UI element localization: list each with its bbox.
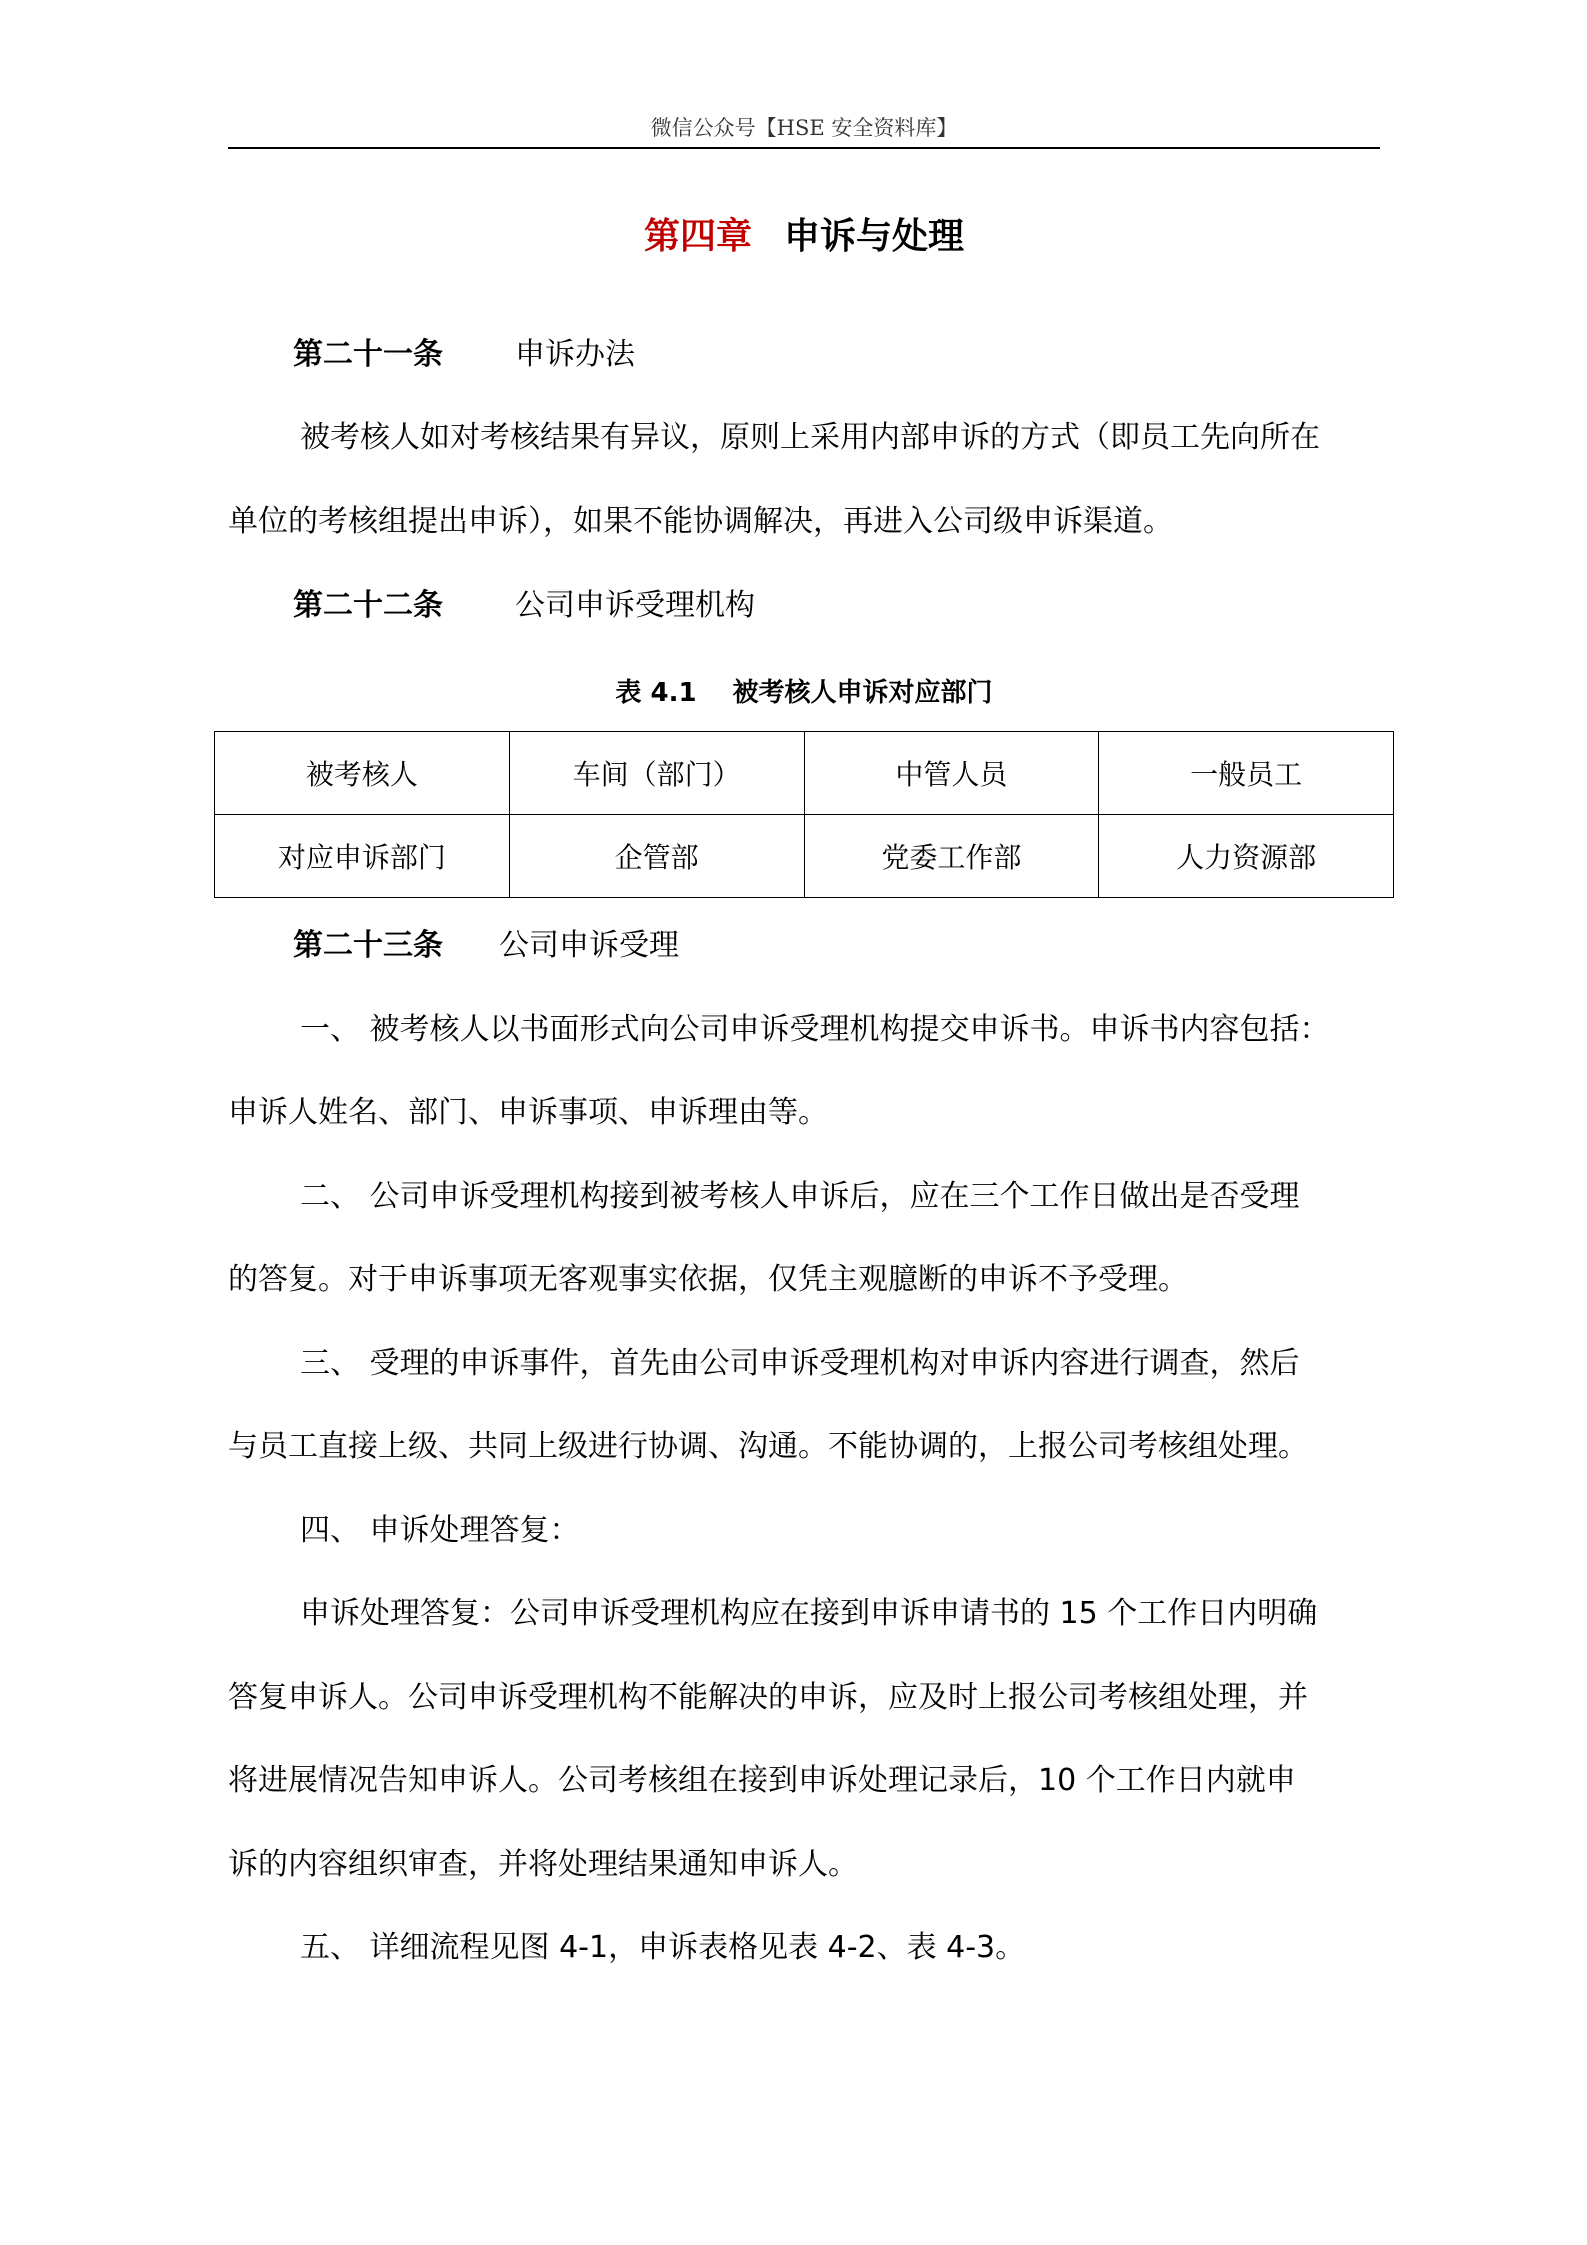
chapter-heading	[228, 208, 1380, 259]
article-23-label: 第二十三条	[293, 928, 443, 963]
page-header: 微信公众号【HSE 安全资料库】	[650, 116, 958, 140]
table-caption	[228, 672, 1380, 709]
table-cell: 人力资源部	[1099, 815, 1394, 898]
header-rule	[228, 147, 1380, 149]
article-23-line-4: 的答复。对于申诉事项无客观事实依据，仅凭主观臆断的申诉不予受理。	[228, 1262, 1188, 1297]
article-23-heading	[293, 926, 1445, 966]
table-cell: 对应申诉部门	[215, 815, 510, 898]
chapter-number: 第四章	[643, 216, 752, 257]
table-cell: 党委工作部	[804, 815, 1099, 898]
article-23-line-6: 与员工直接上级、共同上级进行协调、沟通。不能协调的，上报公司考核组处理。	[228, 1429, 1308, 1464]
article-23-line-2: 申诉人姓名、部门、申诉事项、申诉理由等。	[228, 1095, 828, 1130]
article-21-heading	[293, 335, 1445, 375]
article-21-para-line-2: 单位的考核组提出申诉），如果不能协调解决，再进入公司级申诉渠道。	[228, 504, 1173, 539]
article-22-label: 第二十二条	[293, 588, 443, 623]
table-cell: 企管部	[509, 815, 804, 898]
table-cell: 被考核人	[215, 732, 510, 815]
article-23-line-9: 答复申诉人。公司申诉受理机构不能解决的申诉，应及时上报公司考核组处理，并	[228, 1680, 1308, 1715]
table-caption-title: 被考核人申诉对应部门	[732, 678, 993, 708]
article-23-line-8: 申诉处理答复：公司申诉受理机构应在接到申诉申请书的 15 个工作日内明确	[300, 1596, 1318, 1631]
table-row	[215, 732, 1394, 815]
table-row	[215, 815, 1394, 898]
table-cell: 车间（部门）	[509, 732, 804, 815]
article-23-line-11: 诉的内容组织审查，并将处理结果通知申诉人。	[228, 1847, 858, 1882]
article-22-title: 公司申诉受理机构	[515, 588, 755, 623]
article-23-line-7: 四、 申诉处理答复：	[300, 1513, 580, 1548]
article-23-line-12: 五、 详细流程见图 4-1，申诉表格见表 4-2、表 4-3。	[300, 1930, 1026, 1965]
article-23-line-3: 二、 公司申诉受理机构接到被考核人申诉后，应在三个工作日做出是否受理	[300, 1179, 1300, 1214]
article-23-title: 公司申诉受理	[499, 928, 679, 963]
chapter-title: 申诉与处理	[784, 216, 965, 257]
article-23-line-10: 将进展情况告知申诉人。公司考核组在接到申诉处理记录后，10 个工作日内就申	[228, 1763, 1296, 1798]
article-21-para-line-1: 被考核人如对考核结果有异议，原则上采用内部申诉的方式（即员工先向所在	[300, 420, 1320, 455]
table-caption-number: 表 4.1	[615, 678, 697, 708]
article-23-line-1: 一、 被考核人以书面形式向公司申诉受理机构提交申诉书。申诉书内容包括：	[300, 1012, 1330, 1047]
article-21-title: 申诉办法	[515, 337, 635, 372]
appeal-department-table	[214, 731, 1394, 898]
article-21-label: 第二十一条	[293, 337, 443, 372]
article-23-line-5: 三、 受理的申诉事件，首先由公司申诉受理机构对申诉内容进行调查，然后	[300, 1346, 1300, 1381]
table-cell: 中管人员	[804, 732, 1099, 815]
article-22-heading	[293, 586, 1445, 626]
table-cell: 一般员工	[1099, 732, 1394, 815]
